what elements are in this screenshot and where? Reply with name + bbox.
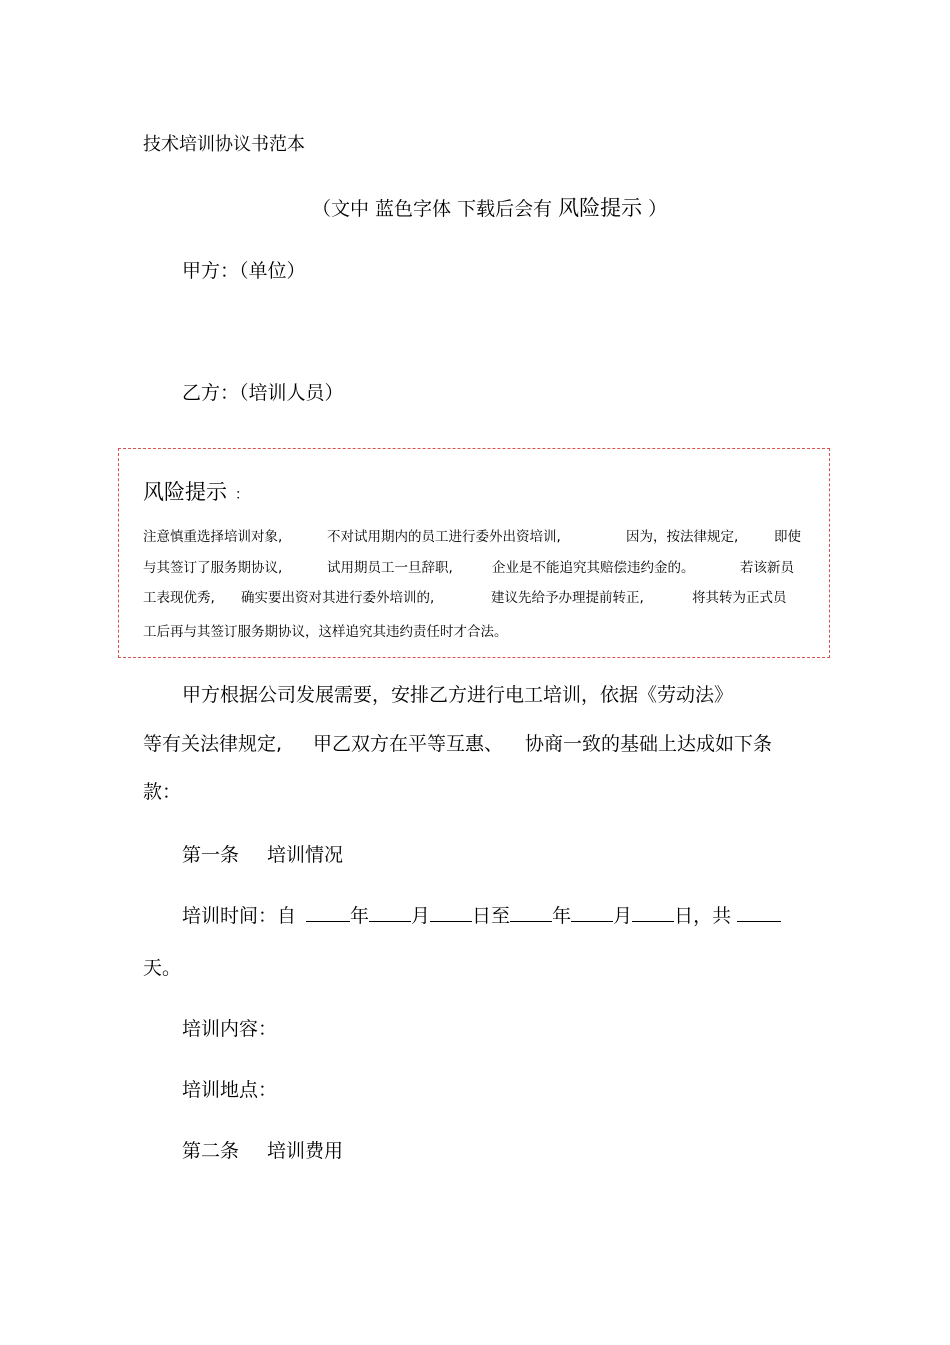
- risk-text: 企业是不能追究其赔偿违约金的。: [492, 560, 695, 576]
- risk-text: 建议先给予办理提前转正,: [491, 590, 644, 606]
- article-number: 第二条: [182, 1140, 240, 1162]
- blank-field[interactable]: [571, 905, 613, 922]
- risk-line-4: 工后再与其签订服务期协议，这样追究其违约责任时才合法。: [143, 624, 508, 640]
- training-time-line: [182, 901, 781, 928]
- blank-field[interactable]: [306, 905, 350, 922]
- risk-text: 试用期员工一旦辞职,: [327, 560, 453, 576]
- blank-field[interactable]: [430, 905, 472, 922]
- day-total-label: 日，共: [674, 905, 732, 927]
- year-label: 年: [552, 905, 572, 927]
- training-time-label: 培训时间：自: [182, 905, 297, 927]
- risk-text: 不对试用期内的员工进行委外出资培训,: [327, 529, 561, 545]
- download-note-emphasis: 风险提示: [558, 196, 643, 220]
- intro-line-1: 甲方根据公司发展需要，安排乙方进行电工培训，依据《劳动法》: [182, 684, 734, 706]
- article-1-heading: [182, 840, 343, 867]
- blank-field[interactable]: [632, 905, 674, 922]
- document-title: 技术培训协议书范本: [143, 134, 305, 155]
- article-2-heading: [182, 1136, 343, 1163]
- intro-text: 协商一致的基础上达成如下条: [525, 733, 773, 755]
- risk-text: 与其签订了服务期协议,: [143, 560, 283, 576]
- download-note-pre: （文中 蓝色字体 下载后会有: [312, 198, 559, 220]
- risk-text: 因为，按法律规定,: [626, 529, 739, 545]
- article-title: 培训费用: [267, 1140, 344, 1162]
- article-number: 第一条: [182, 844, 240, 866]
- risk-text: 注意慎重选择培训对象,: [143, 529, 283, 545]
- risk-text: 确实要出资对其进行委外培训的,: [241, 590, 435, 606]
- party-a: 甲方：（单位）: [182, 260, 306, 282]
- party-b: 乙方：（培训人员）: [182, 382, 344, 404]
- intro-text: 甲乙双方在平等互惠、: [313, 733, 504, 755]
- blank-field[interactable]: [737, 905, 781, 922]
- risk-notice-title-text: 风险提示: [143, 480, 227, 504]
- month-label: 月: [613, 905, 633, 927]
- download-note: [312, 192, 667, 222]
- day-to-label: 日至: [472, 905, 511, 927]
- days-label: 天。: [143, 957, 182, 979]
- risk-text: 若该新员: [740, 560, 794, 576]
- risk-text: 即使: [774, 529, 801, 545]
- training-content-label: 培训内容：: [182, 1018, 278, 1040]
- training-place-label: 培训地点：: [182, 1079, 278, 1101]
- month-label: 月: [411, 905, 431, 927]
- risk-notice-colon: ：: [235, 487, 249, 503]
- risk-notice-title: [143, 476, 249, 506]
- year-label: 年: [350, 905, 370, 927]
- blank-field[interactable]: [510, 905, 552, 922]
- risk-text: 工表现优秀,: [143, 590, 215, 606]
- download-note-post: ）: [642, 198, 668, 220]
- risk-text: 将其转为正式员: [692, 590, 787, 606]
- blank-field[interactable]: [369, 905, 411, 922]
- intro-text: 等有关法律规定,: [143, 733, 283, 755]
- intro-line-3: 款：: [143, 781, 182, 803]
- article-title: 培训情况: [267, 844, 344, 866]
